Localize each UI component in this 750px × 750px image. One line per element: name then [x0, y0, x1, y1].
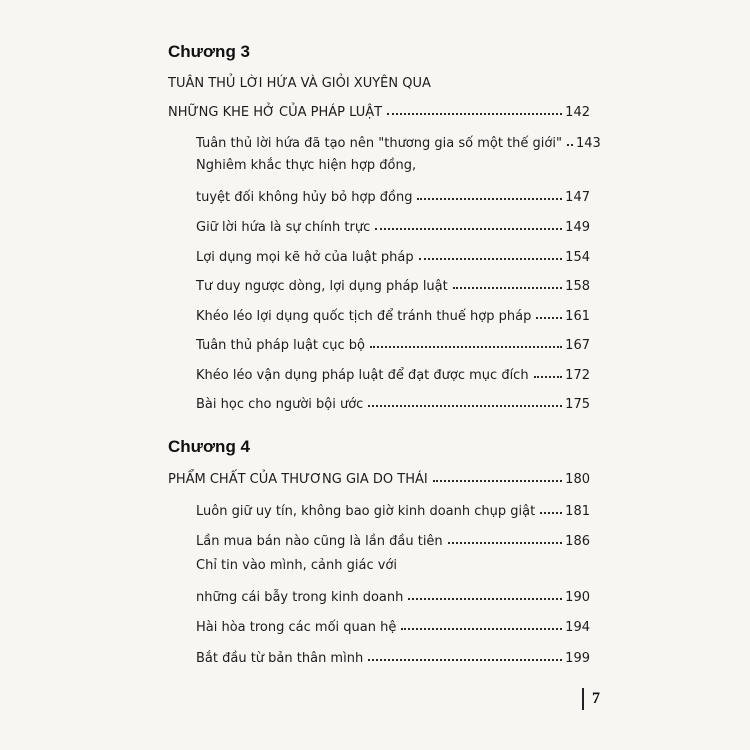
chapter-3-heading: Chương 3 [168, 42, 251, 61]
entry-title: Tuân thủ lời hứa đã tạo nên "thương gia số một thế giới" [196, 136, 562, 151]
dot-leader [536, 317, 562, 319]
dot-leader [408, 598, 562, 600]
page-reference: 186 [565, 534, 590, 549]
chapter-4-heading: Chương 4 [168, 437, 251, 456]
page-reference: 172 [565, 368, 590, 383]
toc-entry [196, 583, 590, 605]
toc-entry [196, 302, 590, 324]
chapter-3-title-entry [168, 98, 590, 120]
entry-title: Tuân thủ pháp luật cục bộ [196, 338, 366, 353]
chapter-4-title: PHẨM CHẤT CỦA THƯƠNG GIA DO THÁI [168, 472, 428, 487]
dot-leader [368, 659, 562, 661]
toc-entry [196, 243, 590, 265]
page-reference: 142 [565, 105, 590, 120]
toc-entry [196, 183, 590, 205]
entry-title: Giữ lời hứa là sự chính trực [196, 220, 371, 235]
dot-leader [368, 405, 562, 407]
page-reference: 181 [565, 504, 590, 519]
page-number: 7 [592, 690, 600, 707]
toc-entry [196, 390, 590, 412]
entry-title: Hài hòa trong các mối quan hệ [196, 620, 397, 635]
dot-leader [419, 258, 563, 260]
dot-leader [448, 542, 563, 544]
entry-title: Khéo léo vận dụng pháp luật để đạt được mục đích [196, 368, 529, 383]
page-reference: 143 [575, 136, 601, 151]
dot-leader [375, 228, 562, 230]
chapter-3-title-line2: NHỮNG KHE HỞ CỦA PHÁP LUẬT [168, 105, 383, 120]
page-reference: 199 [565, 651, 590, 666]
page-reference: 194 [565, 620, 590, 635]
dot-leader [534, 376, 563, 378]
dot-leader [370, 346, 562, 348]
toc-entry [196, 361, 590, 383]
chapter-4-title-entry [168, 465, 590, 487]
page-footer [582, 688, 600, 710]
page-reference: 175 [565, 397, 590, 412]
dot-leader [567, 144, 573, 146]
dot-leader [540, 512, 562, 514]
page-reference: 149 [565, 220, 590, 235]
page-reference: 154 [565, 250, 590, 265]
entry-title-line1: Chỉ tin vào mình, cảnh giác với [196, 558, 397, 573]
entry-title: Lợi dụng mọi kẽ hở của luật pháp [196, 250, 414, 265]
page-reference: 167 [565, 338, 590, 353]
toc-entry [196, 527, 590, 549]
entry-title: những cái bẫy trong kinh doanh [196, 590, 404, 605]
toc-entry [196, 497, 590, 519]
page-reference: 180 [565, 472, 590, 487]
toc-entry [196, 613, 590, 635]
toc-entry [196, 644, 590, 666]
page-reference: 161 [565, 309, 590, 324]
entry-title-line1: Nghiêm khắc thực hiện hợp đồng, [196, 158, 417, 173]
chapter-3-title-line1: TUÂN THỦ LỜI HỨA VÀ GIỎI XUYÊN QUA [168, 76, 431, 91]
entry-title: Lần mua bán nào cũng là lần đầu tiên [196, 534, 443, 549]
entry-title: Luôn giữ uy tín, không bao giờ kinh doanh chụp giật [196, 504, 536, 519]
dot-leader [433, 480, 562, 482]
entry-title: Tư duy ngược dòng, lợi dụng pháp luật [196, 279, 448, 294]
entry-title: Khéo léo lợi dụng quốc tịch để tránh thuế hợp pháp [196, 309, 532, 324]
entry-title: Bắt đầu từ bản thân mình [196, 651, 364, 666]
page-reference: 147 [565, 190, 590, 205]
dot-leader [401, 628, 562, 630]
toc-entry [196, 129, 601, 151]
toc-entry [196, 213, 590, 235]
page-reference: 190 [565, 590, 590, 605]
page-reference: 158 [565, 279, 590, 294]
entry-title: Bài học cho người bội ước [196, 397, 364, 412]
toc-entry [196, 272, 590, 294]
dot-leader [387, 113, 562, 115]
dot-leader [453, 287, 562, 289]
entry-title: tuyệt đối không hủy bỏ hợp đồng [196, 190, 413, 205]
toc-entry [196, 331, 590, 353]
dot-leader [417, 198, 562, 200]
footer-divider [582, 688, 584, 710]
